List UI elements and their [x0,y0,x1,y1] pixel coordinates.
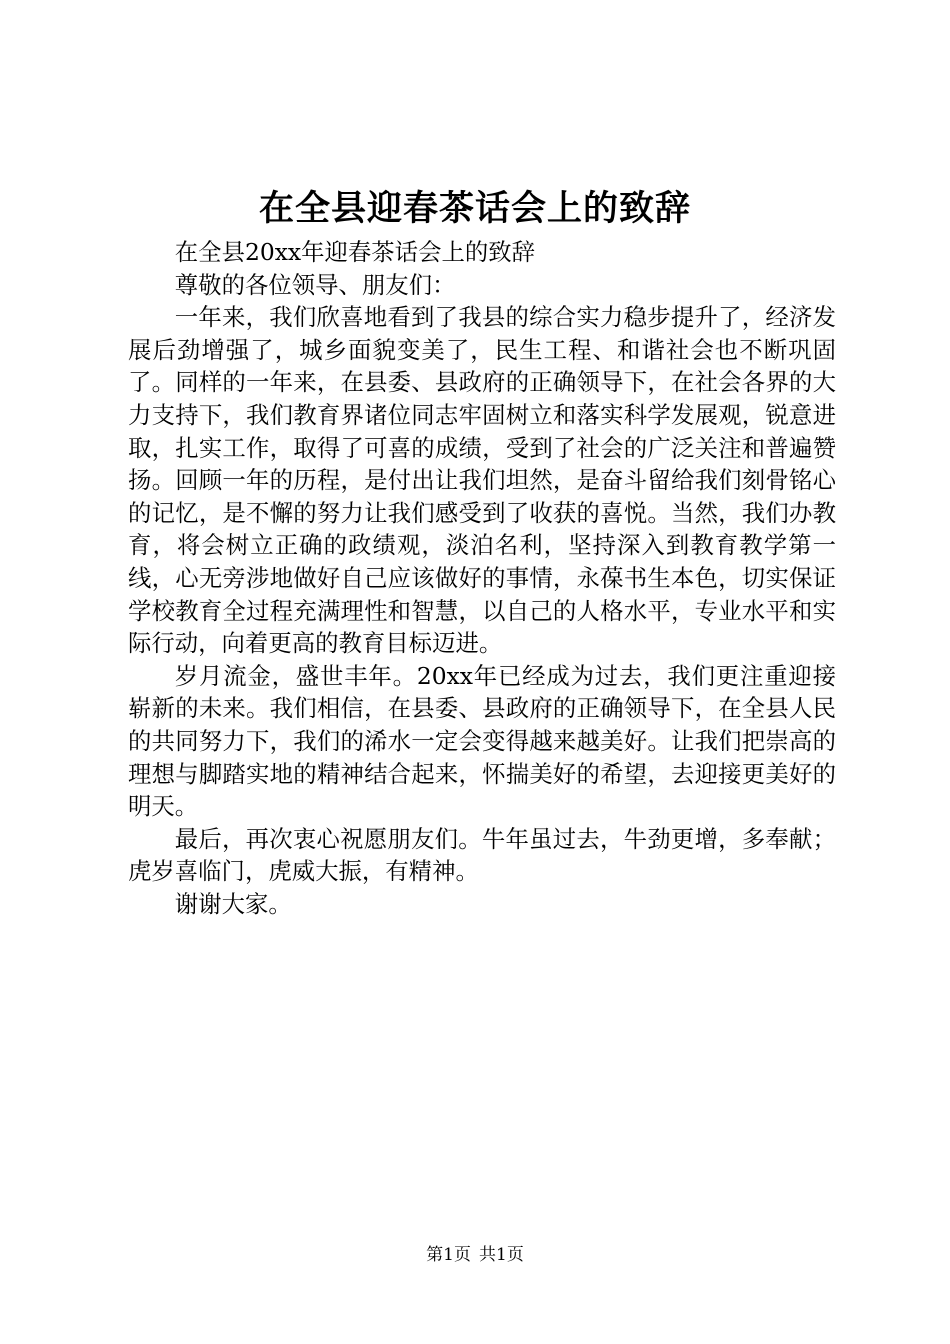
page-footer [0,1243,950,1267]
paragraph-salutation: 尊敬的各位领导、朋友们： [174,270,456,299]
paragraph-subtitle: 在全县20xx年迎春茶话会上的致辞 [174,238,536,266]
paragraph-outlook: 岁月流金，盛世丰年。20xx年已经成为过去，我们更注重迎接崭新的未来。我们相信，在县委、县政府的正确领导下，在全县人民的共同努力下，我们的浠水一定会变得越来越美好。让我们把崇高的理想与脚踏实地的精神结合起来，怀揣美好的希望，去迎接更美好的明天。 [128,661,836,821]
paragraph-wishes: 最后，再次衷心祝愿朋友们。牛年虽过去，牛劲更增，多奉献；虎岁喜临门，虎威大振，有精神。 [128,824,836,886]
page-number: 第1页 [426,1245,471,1265]
paragraph-review: 一年来，我们欣喜地看到了我县的综合实力稳步提升了，经济发展后劲增强了，城乡面貌变美了，民生工程、和谐社会也不断巩固了。同样的一年来，在县委、县政府的正确领导下，在社会各界的大力支持下，我们教育界诸位同志牢固树立和落实科学发展观，锐意进取，扎实工作，取得了可喜的成绩，受到了社会的广泛关注和普遍赞扬。回顾一年的历程，是付出让我们坦然，是奋斗留给我们刻骨铭心的记忆，是不懈的努力让我们感受到了收获的喜悦。当然，我们办教育，将会树立正确的政绩观，淡泊名利，坚持深入到教育教学第一线，心无旁涉地做好自己应该做好的事情，永葆书生本色，切实保证学校教育全过程充满理性和智慧，以自己的人格水平，专业水平和实际行动，向着更高的教育目标迈进。 [128,303,836,658]
paragraph-thanks: 谢谢大家。 [174,889,292,918]
page-total: 共1页 [479,1245,524,1265]
document-body [128,236,836,920]
document-title: 在全县迎春茶话会上的致辞 [258,188,691,229]
